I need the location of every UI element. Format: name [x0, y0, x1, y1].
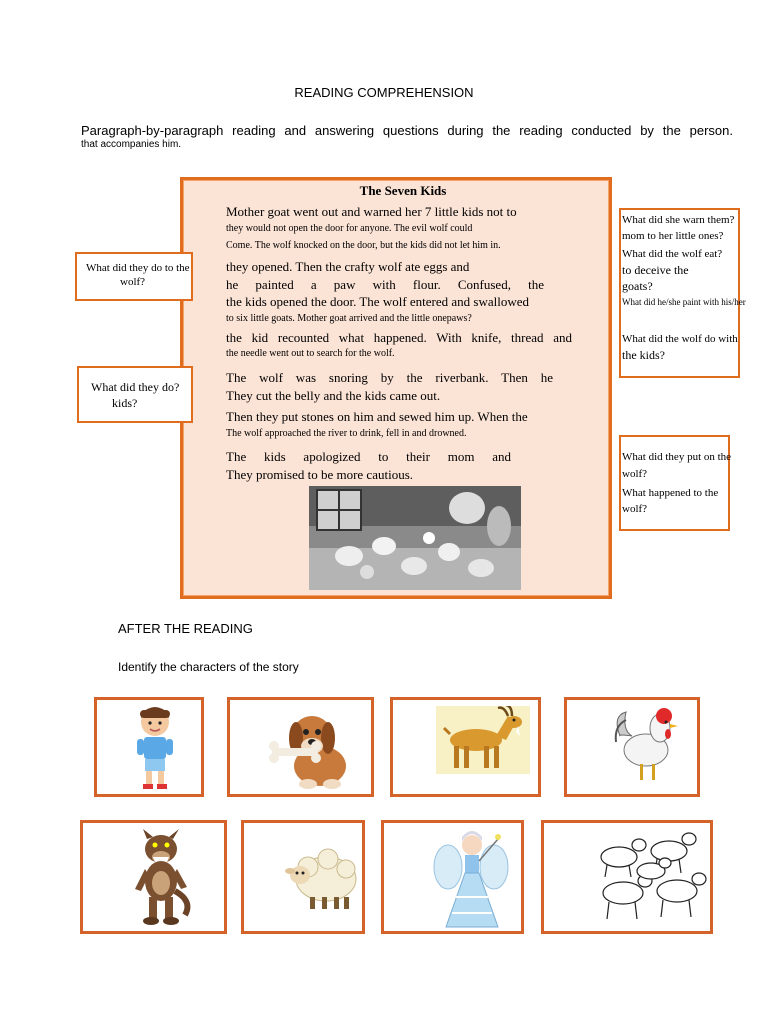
rooster-icon	[612, 706, 682, 786]
question-text: the kids?	[622, 348, 665, 362]
story-line: the kids opened the door. The wolf entered and swallowed	[226, 294, 530, 309]
instruction-text	[118, 660, 299, 674]
question-text: What did he/she paint with his/her	[622, 297, 746, 307]
intro-text-continuation: that accompanies him.	[81, 139, 182, 150]
question-text: What happened to the	[622, 487, 719, 499]
question-box	[619, 435, 730, 531]
character-box-rooster	[564, 697, 700, 797]
section-heading: AFTER THE READING	[118, 621, 253, 636]
story-line: the kid recounted what happened. With knife, thread and	[226, 330, 572, 345]
intro-text: Paragraph-by-paragraph reading and answering questions during the reading conducted by the person.	[81, 123, 733, 138]
character-box-fairy	[381, 820, 524, 934]
goat-icon	[436, 706, 530, 774]
character-box-dog	[227, 697, 374, 797]
question-text: wolf?	[622, 503, 648, 515]
question-text: mom to her little ones?	[622, 230, 724, 242]
story-line: Come. The wolf knocked on the door, but the kids did not let him in.	[226, 240, 501, 251]
question-text: kids?	[112, 396, 138, 410]
story-line: they opened. Then the crafty wolf ate eggs and	[226, 259, 470, 274]
boy-icon	[135, 704, 175, 792]
story-line: Mother goat went out and warned her 7 little kids not to	[226, 204, 517, 219]
story-line: They promised to be more cautious.	[226, 467, 414, 482]
question-text: What did the wolf do with	[622, 333, 738, 345]
story-line: The wolf approached the river to drink, fell in and drowned.	[226, 428, 467, 439]
story-line: the needle went out to search for the wolf.	[226, 348, 395, 359]
character-box-goat	[390, 697, 541, 797]
dog-icon	[268, 704, 356, 792]
story-illustration	[309, 486, 521, 590]
question-text: wolf?	[622, 468, 648, 480]
instruction-label: Identify the characters of the story	[118, 660, 299, 674]
story-line: he painted a paw with flour. Confused, the	[226, 277, 544, 292]
wolf-icon	[133, 829, 193, 927]
page-title: READING COMPREHENSION	[294, 85, 474, 100]
sheep-icon	[284, 843, 360, 913]
question-text: to deceive the	[622, 263, 689, 277]
story-line: Then they put stones on him and sewed him up. When the	[226, 409, 528, 424]
question-text: What did they put on the	[622, 451, 732, 463]
fairy-icon	[432, 827, 512, 929]
goat-kids-icon	[589, 827, 711, 925]
story-line: they would not open the door for anyone. The evil wolf could	[226, 223, 473, 234]
story-line: The wolf was snoring by the riverbank. Then he	[226, 370, 553, 385]
character-box-sheep	[241, 820, 365, 934]
story-line: to six little goats. Mother goat arrived and the little onepaws?	[226, 313, 472, 324]
character-box-wolf	[80, 820, 227, 934]
question-text: goats?	[622, 279, 653, 293]
story-line: They cut the belly and the kids came out.	[226, 388, 441, 403]
question-text: wolf?	[120, 276, 146, 288]
question-text: What did they do?	[91, 380, 180, 394]
story-title: The Seven Kids	[359, 183, 447, 198]
question-text: What did she warn them?	[622, 214, 735, 226]
story-line: The kids apologized to their mom and	[226, 449, 511, 464]
question-text: What did they do to the	[86, 262, 190, 274]
character-box-goat-kids	[541, 820, 713, 934]
character-box-boy	[94, 697, 204, 797]
question-text: What did the wolf eat?	[622, 248, 723, 260]
